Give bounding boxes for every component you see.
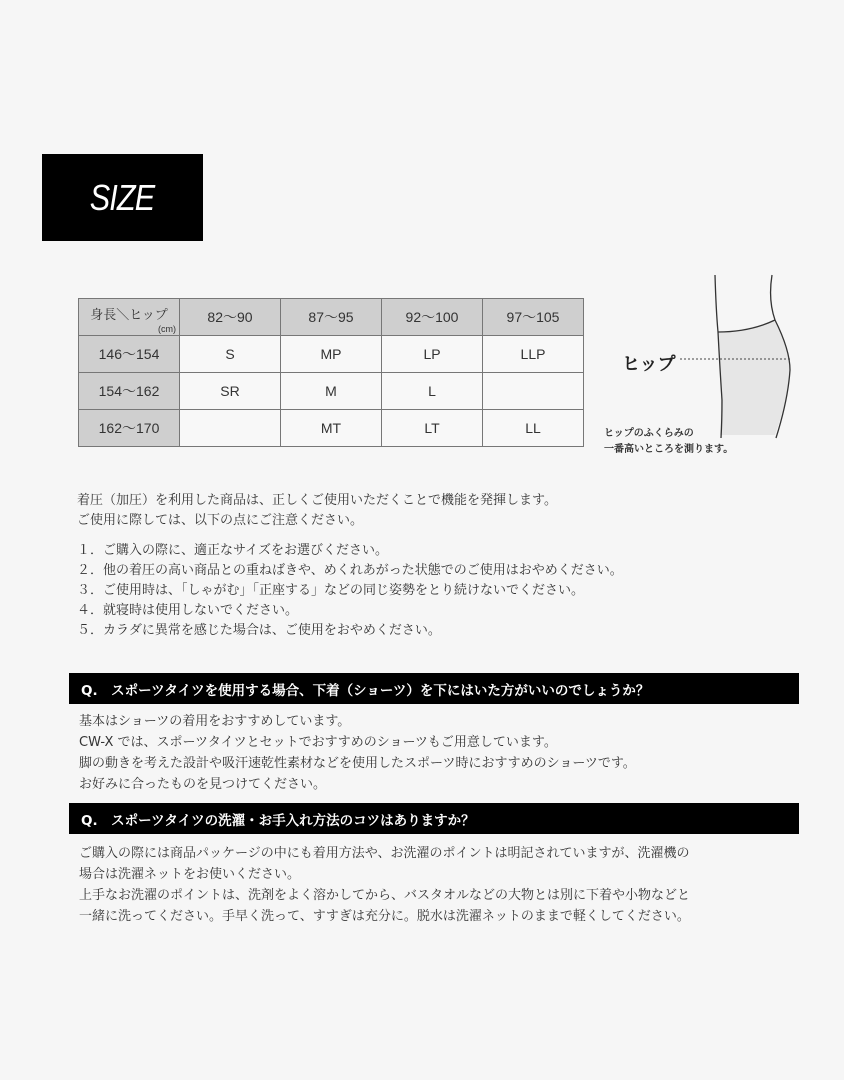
- table-header-row: [79, 299, 584, 336]
- list-item: ４．就寝時は使用しないでください。: [77, 603, 299, 618]
- column-header: 97〜105: [483, 299, 584, 336]
- size-cell: M: [281, 373, 382, 410]
- size-cell: L: [382, 373, 483, 410]
- size-cell: LLP: [483, 336, 584, 373]
- table-row: [79, 410, 584, 447]
- size-cell: MT: [281, 410, 382, 447]
- column-header: 92〜100: [382, 299, 483, 336]
- diagram-caption: ヒップのふくらみの 一番高いところを測ります。: [604, 428, 734, 455]
- faq-question-1: Q. スポーツタイツを使用する場合、下着（ショーツ）を下にはいた方がいいのでしょうか？: [69, 673, 799, 704]
- size-cell: [483, 373, 584, 410]
- row-header: 154〜162: [79, 373, 180, 410]
- size-chart-table: [78, 298, 584, 447]
- size-cell: LL: [483, 410, 584, 447]
- size-cell: LP: [382, 336, 483, 373]
- size-cell: S: [180, 336, 281, 373]
- corner-header: 身長＼ヒップ (cm): [79, 299, 180, 336]
- list-item: ５．カラダに異常を感じた場合は、ご使用をおやめください。: [77, 623, 441, 638]
- usage-intro: 着圧（加圧）を利用した商品は、正しくご使用いただくことで機能を発揮します。 ご使用に際しては、以下の点にご注意ください。: [77, 493, 557, 528]
- caution-list: [77, 541, 623, 641]
- hip-label: ヒップ: [622, 354, 676, 375]
- column-header: 82〜90: [180, 299, 281, 336]
- list-item: ２．他の着圧の高い商品との重ねばきや、めくれあがった状態でのご使用はおやめください。: [77, 563, 623, 578]
- size-cell: [180, 410, 281, 447]
- table-row: [79, 373, 584, 410]
- faq-answer-2: ご購入の際には商品パッケージの中にも着用方法や、お洗濯のポイントは明記されていますが、洗濯機の 場合は洗濯ネットをお使いください。 上手なお洗濯のポイントは、洗剤をよく溶かしてから、バスタオルなどの大物とは別に下着や小物などと 一緒に洗ってください。手早く洗って、すすぎは充分に。脱水は洗濯ネットのままで軽くしてください。: [79, 846, 691, 924]
- size-cell: MP: [281, 336, 382, 373]
- size-cell: LT: [382, 410, 483, 447]
- row-header: 146〜154: [79, 336, 180, 373]
- size-heading-text: SIZE: [90, 176, 155, 218]
- column-header: 87〜95: [281, 299, 382, 336]
- list-item: ３．ご使用時は、「しゃがむ」「正座する」などの同じ姿勢をとり続けないでください。: [77, 583, 585, 598]
- size-heading: [42, 154, 203, 241]
- row-header: 162〜170: [79, 410, 180, 447]
- faq-question-2: Q. スポーツタイツの洗濯・お手入れ方法のコツはありますか？: [69, 803, 799, 834]
- list-item: １．ご購入の際に、適正なサイズをお選びください。: [77, 543, 388, 558]
- size-cell: SR: [180, 373, 281, 410]
- faq-answer-1: 基本はショーツの着用をおすすめしています。 CW-X では、スポーツタイツとセットでおすすめのショーツもご用意しています。 脚の動きを考えた設計や吸汗速乾性素材などを使用したスポーツ時におすすめのショーツです。 お好みに合ったものを見つけてください。: [79, 714, 636, 792]
- table-row: [79, 336, 584, 373]
